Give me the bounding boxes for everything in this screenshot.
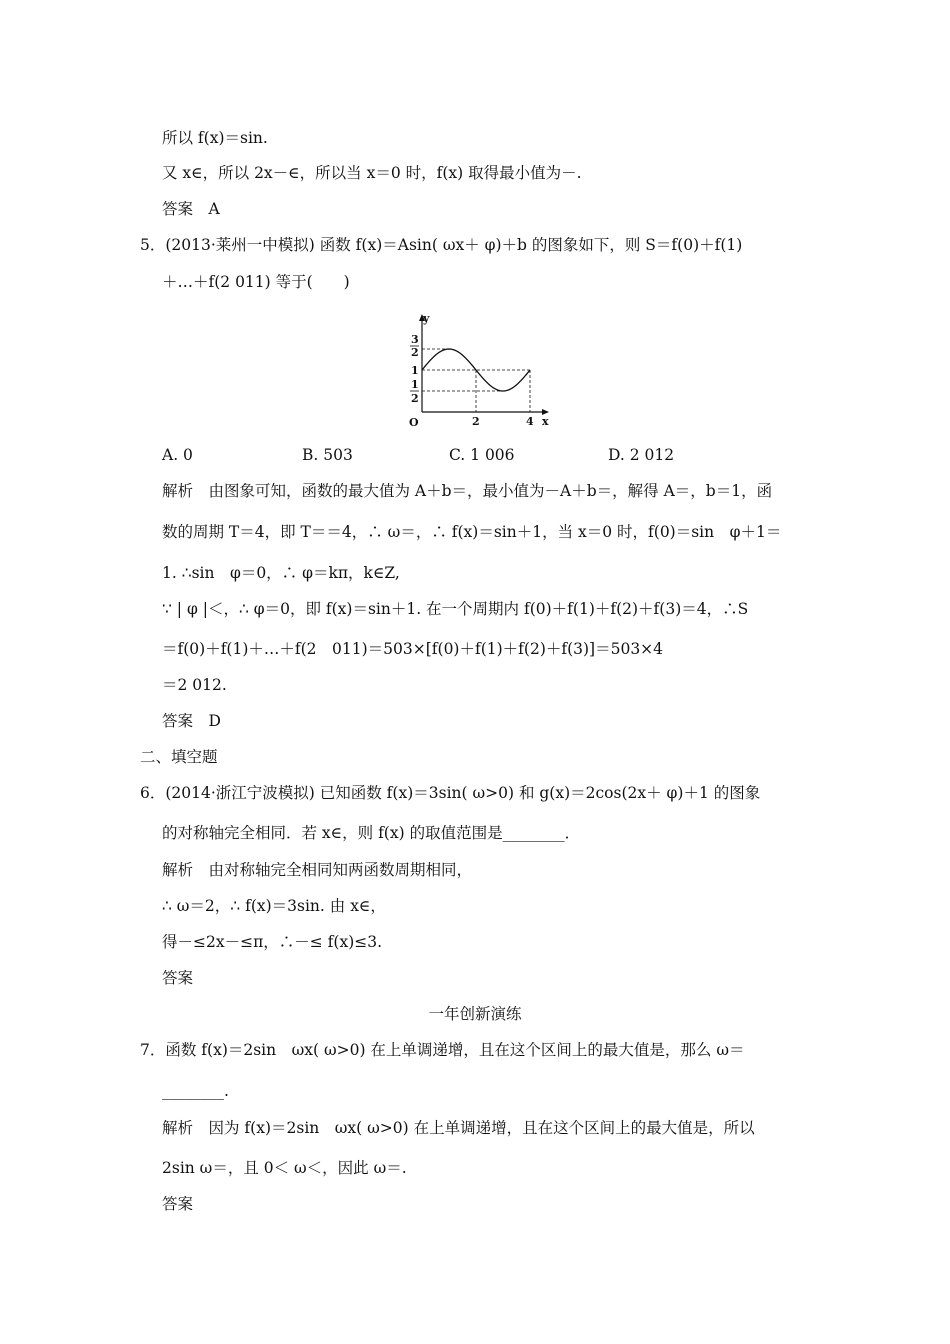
x-axis-label: x: [542, 415, 549, 428]
question-7: 7．函数 f(x)＝2sin ωx( ω>0) 在上单调递增，且在这个区间上的最大值是，那么 ω＝: [140, 1041, 745, 1059]
text-line: 1. ∴sin φ＝0，∴ φ＝kπ，k∈Z,: [162, 564, 400, 582]
guide-lines: [422, 349, 530, 412]
x-tick-four: 4: [526, 415, 534, 428]
option-d: D. 2 012: [608, 446, 675, 464]
origin-label: O: [409, 416, 419, 429]
text-line: ∴ ω＝2，∴ f(x)＝3sin. 由 x∈，: [162, 897, 386, 915]
section-heading: 一年创新演练: [428, 1005, 522, 1023]
text-line: 所以 f(x)＝sin.: [162, 129, 268, 147]
section-heading: 二、填空题: [140, 748, 218, 766]
answer-label: 答案: [162, 1195, 194, 1213]
text-line: 2sin ω＝，且 0＜ ω＜，因此 ω＝.: [162, 1159, 407, 1177]
text-line: ＝f(0)＋f(1)＋…＋f(2 011)＝503×[f(0)＋f(1)＋f(2)＋f(3)]＝503×4: [162, 640, 664, 658]
option-b: B. 503: [302, 446, 353, 464]
question-6: 6．(2014·浙江宁波模拟) 已知函数 f(x)＝3sin( ω>0) 和 g(x)＝2cos(2x＋ φ)＋1 的图象: [140, 784, 761, 802]
text-line: 又 x∈，所以 2x－∈，所以当 x＝0 时，f(x) 取得最小值为－.: [162, 164, 582, 182]
x-tick-two: 2: [472, 415, 480, 428]
y-axis-label: y: [423, 312, 430, 325]
text-line: 数的周期 T＝4，即 T＝＝4，∴ ω＝，∴ f(x)＝sin＋1，当 x＝0 时，f(0)＝sin φ＋1＝: [162, 523, 782, 541]
analysis-text: 解析 由图象可知，函数的最大值为 A＋b＝，最小值为－A＋b＝，解得 A＝，b＝1，函: [162, 482, 773, 500]
y-tick-one: 1: [411, 364, 419, 377]
answer-label: 答案: [162, 969, 194, 987]
text-line: 得－≤2x－≤π，∴－≤ f(x)≤3.: [162, 933, 383, 951]
function-graph: [392, 308, 557, 433]
option-a: A. 0: [162, 446, 193, 464]
question-5: 5．(2013·莱州一中模拟) 函数 f(x)＝Asin( ωx＋ φ)＋b 的图象如下，则 S＝f(0)＋f(1): [140, 236, 743, 254]
text-line: ________.: [162, 1082, 229, 1100]
y-tick-half-num: 1: [411, 378, 419, 391]
analysis-text: 解析 因为 f(x)＝2sin ωx( ω>0) 在上单调递增，且在这个区间上的最大值是，所以: [162, 1119, 755, 1137]
text-line: ＝2 012.: [162, 676, 227, 694]
text-line: ∵ | φ |＜，∴ φ＝0，即 f(x)＝sin＋1. 在一个周期内 f(0)＋f(1)＋f(2)＋f(3)＝4，∴S: [162, 600, 749, 618]
option-c: C. 1 006: [449, 446, 515, 464]
y-tick-three-halves-num: 3: [411, 333, 419, 346]
answer-label: 答案 A: [162, 200, 220, 218]
y-tick-half-den: 2: [411, 392, 419, 405]
y-tick-three-halves-den: 2: [411, 346, 419, 359]
analysis-text: 解析 由对称轴完全相同知两函数周期相同，: [162, 861, 473, 879]
answer-label: 答案 D: [162, 712, 221, 730]
text-line: 的对称轴完全相同．若 x∈，则 f(x) 的取值范围是________．: [162, 824, 581, 842]
text-line: ＋…＋f(2 011) 等于( ): [162, 273, 350, 291]
